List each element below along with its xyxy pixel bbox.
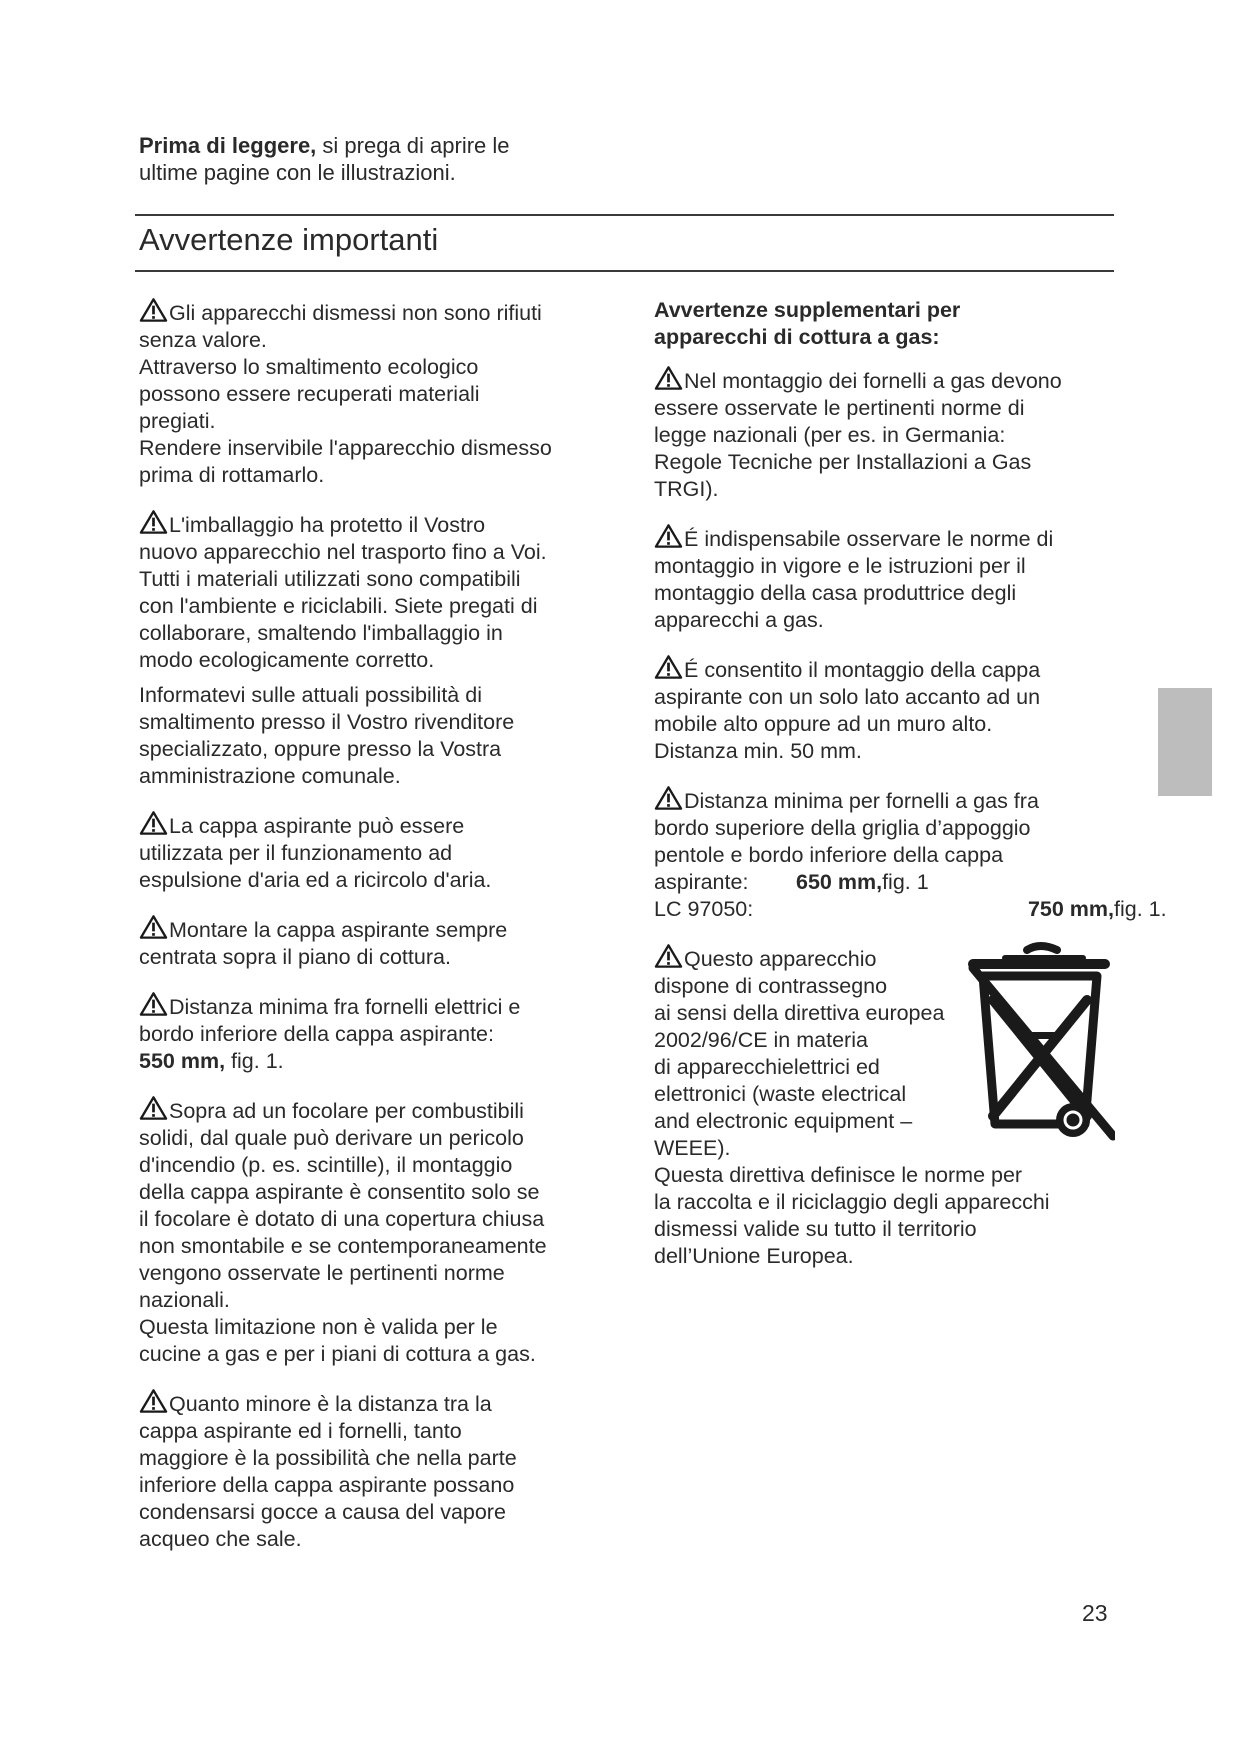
gas-distance-label-2: LC 97050:	[654, 897, 754, 921]
text-line: Questa direttiva definisce le norme per	[654, 1163, 1023, 1187]
warning-triangle-icon	[139, 509, 168, 535]
left-warning-8	[139, 1388, 609, 1553]
text-line: elettronici (waste electrical	[654, 1082, 907, 1106]
warning-triangle-icon	[139, 297, 168, 323]
left-warning-4	[139, 810, 609, 894]
warning-triangle-icon	[654, 523, 683, 549]
intro-note	[139, 132, 639, 186]
text-line: Rendere inservibile l'apparecchio dismesso	[139, 436, 552, 460]
text-line: Questo apparecchio	[684, 947, 877, 971]
text-line: aspirante con un solo lato accanto ad un	[654, 685, 1041, 709]
text-line: specializzato, oppure presso la Vostra	[139, 737, 502, 761]
text-line: TRGI).	[654, 477, 719, 501]
text-line: amministrazione comunale.	[139, 764, 401, 788]
text-line: con l'ambiente e riciclabili. Siete pregati di	[139, 594, 538, 618]
warning-triangle-icon	[654, 785, 683, 811]
text-line: senza valore.	[139, 328, 267, 352]
text-line: solidi, dal quale può derivare un pericolo	[139, 1126, 524, 1150]
text-line: La cappa aspirante può essere	[169, 814, 465, 838]
gas-distance-label-1: aspirante:	[654, 870, 749, 894]
warning-triangle-icon	[654, 943, 683, 969]
gas-distance-row-1	[654, 869, 1114, 896]
text-line: Distanza minima fra fornelli elettrici e	[169, 995, 521, 1019]
warning-triangle-icon	[654, 654, 683, 680]
text-line: Nel montaggio dei fornelli a gas devono	[684, 369, 1062, 393]
gas-distance-value-1: 650 mm,	[796, 870, 883, 894]
text-line: condensarsi gocce a causa del vapore	[139, 1500, 506, 1524]
warning-triangle-icon	[139, 991, 168, 1017]
text-line: É consentito il montaggio della cappa	[684, 658, 1041, 682]
text-line: acqueo che sale.	[139, 1527, 302, 1551]
weee-bin-icon	[965, 940, 1115, 1145]
text-line: centrata sopra il piano di cottura.	[139, 945, 451, 969]
text-line: apparecchi di cottura a gas:	[654, 325, 940, 349]
text-line: cappa aspirante ed i fornelli, tanto	[139, 1419, 462, 1443]
text-line: pregiati.	[139, 409, 216, 433]
text-line: prima di rottamarlo.	[139, 463, 325, 487]
warning-triangle-icon	[139, 914, 168, 940]
text-line: legge nazionali (per es. in Germania:	[654, 423, 1006, 447]
text-line: Montare la cappa aspirante sempre	[169, 918, 508, 942]
title-rule-top	[135, 214, 1114, 216]
text-line: apparecchi a gas.	[654, 608, 824, 632]
section-title: Avvertenze importanti	[139, 222, 439, 257]
gas-distance-value-2: 750 mm,	[1027, 897, 1114, 921]
left-paragraph-3	[139, 682, 609, 790]
text-line: WEEE).	[654, 1136, 731, 1160]
intro-rest: si prega di aprire le	[316, 133, 510, 158]
text-line: smaltimento presso il Vostro rivenditore	[139, 710, 515, 734]
text-line: collaborare, smaltendo l'imballaggio in	[139, 621, 503, 645]
text-line: essere osservate le pertinenti norme di	[654, 396, 1025, 420]
right-warning-4	[654, 785, 1167, 923]
min-distance-electric-fig: fig. 1.	[225, 1049, 284, 1073]
text-line: Sopra ad un focolare per combustibili	[169, 1099, 524, 1123]
text-line: Informatevi sulle attuali possibilità di	[139, 683, 482, 707]
right-warning-2	[654, 523, 1114, 634]
text-line: non smontabile e se contemporaneamente	[139, 1234, 547, 1258]
text-line: inferiore della cappa aspirante possano	[139, 1473, 515, 1497]
warning-triangle-icon	[139, 1388, 168, 1414]
intro-bold: Prima di leggere,	[139, 133, 317, 158]
text-line: vengono osservate le pertinenti norme	[139, 1261, 505, 1285]
text-line: bordo inferiore della cappa aspirante:	[139, 1022, 494, 1046]
text-line: di apparecchielettrici ed	[654, 1055, 880, 1079]
min-distance-electric-value: 550 mm,	[139, 1049, 226, 1073]
text-line: cucine a gas e per i piani di cottura a gas.	[139, 1342, 536, 1366]
thumb-index-tab	[1158, 688, 1212, 796]
right-warning-1	[654, 365, 1114, 503]
text-line: montaggio della casa produttrice degli	[654, 581, 1017, 605]
text-line: Distanza minima per fornelli a gas fra	[684, 789, 1039, 813]
gas-distance-fig-1: fig. 1	[882, 870, 929, 894]
text-line: Distanza min. 50 mm.	[654, 739, 862, 763]
left-column	[139, 297, 609, 1553]
left-warning-6-text	[139, 995, 520, 1046]
text-line: dell’Unione Europea.	[654, 1244, 854, 1268]
text-line: L'imballaggio ha protetto il Vostro	[169, 513, 486, 537]
text-line: il focolare è dotato di una copertura chiusa	[139, 1207, 545, 1231]
text-line: la raccolta e il riciclaggio degli apparecchi	[654, 1190, 1050, 1214]
text-line: dismessi valide su tutto il territorio	[654, 1217, 977, 1241]
text-line: mobile alto oppure ad un muro alto.	[654, 712, 993, 736]
text-line: modo ecologicamente corretto.	[139, 648, 435, 672]
text-line: maggiore è la possibilità che nella parte	[139, 1446, 517, 1470]
text-line: Regole Tecniche per Installazioni a Gas	[654, 450, 1032, 474]
left-warning-2	[139, 509, 609, 674]
left-warning-6	[139, 991, 609, 1075]
right-warning-3	[654, 654, 1114, 765]
text-line: Gli apparecchi dismessi non sono rifiuti	[169, 301, 542, 325]
text-line: É indispensabile osservare le norme di	[684, 527, 1054, 551]
text-line: possono essere recuperati materiali	[139, 382, 480, 406]
text-line: pentole e bordo inferiore della cappa	[654, 843, 1004, 867]
right-warning-4-text	[654, 785, 1114, 869]
intro-line2: ultime pagine con le illustrazioni.	[139, 160, 456, 185]
text-line: Avvertenze supplementari per	[654, 298, 961, 322]
text-line: utilizzata per il funzionamento ad	[139, 841, 453, 865]
gas-distance-row-2	[654, 896, 1167, 923]
text-line: montaggio in vigore e le istruzioni per il	[654, 554, 1026, 578]
left-warning-5	[139, 914, 609, 971]
text-line: Quanto minore è la distanza tra la	[169, 1392, 492, 1416]
warning-triangle-icon	[654, 365, 683, 391]
text-line: nuovo apparecchio nel trasporto fino a Voi.	[139, 540, 547, 564]
page-number: 23	[1082, 1600, 1108, 1626]
left-warning-7	[139, 1095, 609, 1368]
text-line: Questa limitazione non è valida per le	[139, 1315, 498, 1339]
gas-distance-fig-2: fig. 1.	[1114, 897, 1167, 921]
title-rule-bottom	[135, 270, 1114, 272]
gas-subheading	[654, 297, 1114, 351]
text-line: dispone di contrassegno	[654, 974, 888, 998]
text-line: Tutti i materiali utilizzati sono compatibili	[139, 567, 521, 591]
text-line: and electronic equipment –	[654, 1109, 913, 1133]
text-line: nazionali.	[139, 1288, 230, 1312]
warning-triangle-icon	[139, 810, 168, 836]
text-line: 2002/96/CE in materia	[654, 1028, 868, 1052]
text-line: ai sensi della direttiva europea	[654, 1001, 945, 1025]
left-warning-1	[139, 297, 609, 489]
text-line: Attraverso lo smaltimento ecologico	[139, 355, 479, 379]
text-line: bordo superiore della griglia d’appoggio	[654, 816, 1031, 840]
text-line: d'incendio (p. es. scintille), il montaggio	[139, 1153, 513, 1177]
text-line: della cappa aspirante è consentito solo se	[139, 1180, 540, 1204]
warning-triangle-icon	[139, 1095, 168, 1121]
text-line: espulsione d'aria ed a ricircolo d'aria.	[139, 868, 492, 892]
